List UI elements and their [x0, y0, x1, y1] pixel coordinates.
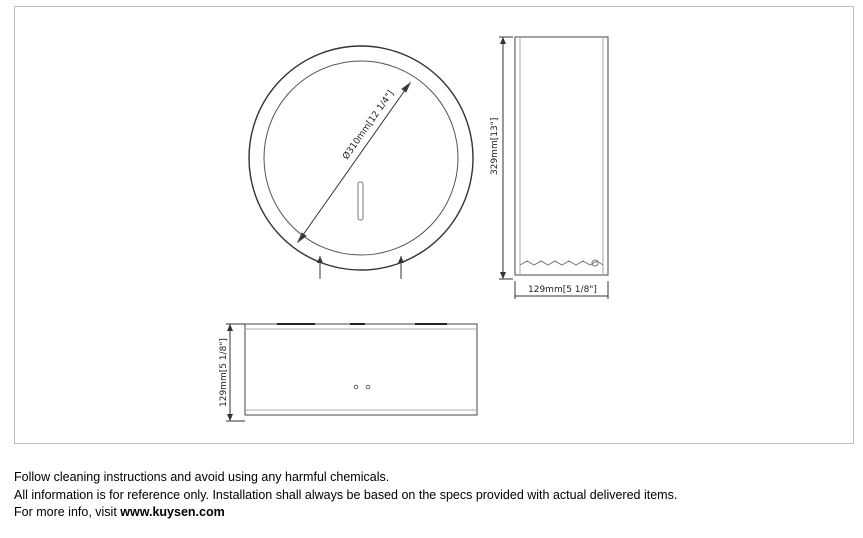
notes-block: [14, 469, 677, 522]
bottom-depth-label: 129mm[5 1/8"]: [219, 338, 229, 407]
note-more-info: [14, 504, 677, 522]
side-height-label: 329mm[13"]: [490, 117, 500, 175]
note-reference: All information is for reference only. Installation shall always be based on the specs provided with actual delivered items.: [14, 487, 678, 502]
paper-window-slot: [358, 182, 363, 220]
website-link[interactable]: www.kuysen.com: [120, 505, 225, 519]
side-body: [515, 37, 608, 275]
front-inner-ring: [264, 61, 458, 255]
note-cleaning: Follow cleaning instructions and avoid using any harmful chemicals.: [14, 470, 390, 484]
diameter-dimension-line: [298, 83, 410, 242]
side-depth-label: 129mm[5 1/8"]: [528, 285, 597, 295]
front-outer-ring: [249, 46, 473, 270]
front-view: [249, 46, 473, 279]
side-view: [499, 37, 608, 299]
bottom-body: [245, 324, 477, 415]
front-diameter-label: Ø310mm[12 1/4"]: [341, 89, 397, 162]
tear-serration: [520, 261, 603, 265]
technical-drawing: [15, 7, 855, 445]
bottom-view: [226, 324, 477, 421]
note-more-info-prefix: For more info, visit: [14, 505, 121, 519]
technical-drawing-frame: [14, 6, 854, 444]
